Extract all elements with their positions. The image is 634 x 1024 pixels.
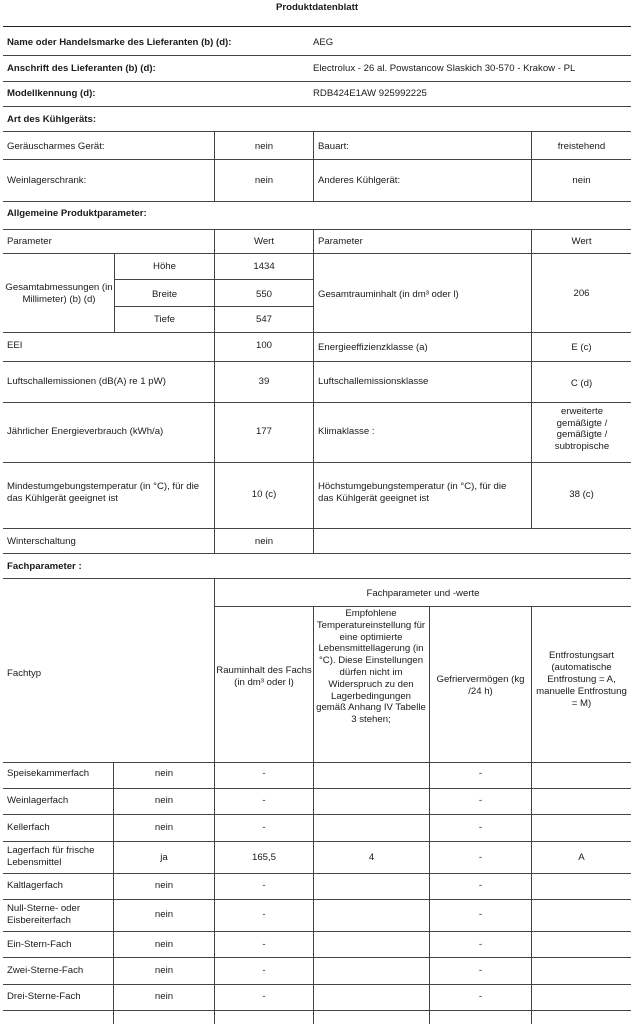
noise-emission-label: Luftschallemissionen (dB(A) re 1 pW) bbox=[7, 376, 166, 387]
annual-energy-value: 177 bbox=[255, 426, 272, 437]
other-appliance-value: nein bbox=[572, 175, 591, 186]
compartment-name: Kellerfach bbox=[7, 822, 50, 833]
divider bbox=[3, 55, 631, 56]
divider bbox=[531, 229, 532, 528]
divider bbox=[3, 814, 631, 815]
compartment-volume: - bbox=[262, 822, 266, 833]
compartment-volume: - bbox=[262, 768, 266, 779]
col-value: Wert bbox=[253, 236, 275, 247]
col-compartment-type: Fachtyp bbox=[7, 668, 42, 679]
divider bbox=[3, 957, 631, 958]
compartment-name: Ein-Stern-Fach bbox=[7, 939, 72, 950]
compartment-volume: - bbox=[262, 939, 266, 950]
divider bbox=[113, 762, 114, 1024]
compartment-present: nein bbox=[154, 795, 174, 806]
compartment-name: Drei-Sterne-Fach bbox=[7, 991, 81, 1002]
total-volume-value: 206 bbox=[573, 288, 590, 299]
eei-label: EEI bbox=[7, 340, 23, 351]
divider bbox=[531, 606, 532, 1024]
device-type-heading: Art des Kühlgeräts: bbox=[7, 114, 97, 125]
page-title: Produktdatenblatt bbox=[275, 2, 359, 13]
divider bbox=[3, 201, 631, 202]
divider bbox=[3, 253, 631, 254]
divider bbox=[3, 1010, 631, 1011]
compartment-present: nein bbox=[154, 822, 174, 833]
compartment-defrost: A bbox=[578, 852, 585, 863]
dim-width-value: 550 bbox=[255, 289, 272, 300]
max-temp-label: Höchstumgebungstemperatur (in °C), für die das Kühlgerät geeignet ist bbox=[318, 481, 507, 504]
compartment-volume: - bbox=[262, 880, 266, 891]
low-noise-label: Geräuscharmes Gerät: bbox=[7, 141, 105, 152]
noise-class-value: C (d) bbox=[570, 378, 593, 389]
noise-emission-value: 39 bbox=[258, 376, 270, 387]
min-temp-value: 10 (c) bbox=[251, 489, 277, 500]
col-parameter: Parameter bbox=[7, 236, 52, 247]
compartment-name: Kaltlagerfach bbox=[7, 880, 63, 891]
col-temperature: Empfohlene Temperatureinstellung für eine optimierte Lebensmittellagerung (in °C). Diese Einstellungen dürfen nicht im Widerspruch zu den Lagerbedingungen gemäß Anhang IV Tabelle 3 stehen; bbox=[316, 608, 426, 726]
divider bbox=[3, 984, 631, 985]
other-appliance-label: Anderes Kühlgerät: bbox=[318, 175, 401, 186]
energy-class-value: E (c) bbox=[571, 342, 592, 353]
compartment-freezing: - bbox=[478, 939, 483, 950]
max-temp-value: 38 (c) bbox=[569, 489, 594, 500]
climate-class-value: erweiterte gemäßigte / gemäßigte / subtropische bbox=[554, 406, 610, 452]
divider bbox=[214, 229, 215, 553]
compartment-freezing: - bbox=[478, 852, 483, 863]
dim-height-label: Höhe bbox=[153, 261, 176, 272]
compartment-present: nein bbox=[154, 909, 174, 920]
dim-depth-value: 547 bbox=[255, 314, 272, 325]
divider bbox=[3, 762, 631, 763]
compartment-name: Null-Sterne- oder Eisbereiterfach bbox=[7, 903, 81, 926]
compartment-present: nein bbox=[154, 991, 174, 1002]
dim-width-label: Breite bbox=[151, 289, 178, 300]
divider bbox=[3, 528, 631, 529]
divider bbox=[3, 106, 631, 107]
supplier-name-value: AEG bbox=[313, 37, 334, 48]
noise-class-label: Luftschallemissionsklasse bbox=[318, 376, 429, 387]
supplier-address-label: Anschrift des Lieferanten (b) (d): bbox=[7, 63, 156, 74]
compartment-volume: - bbox=[262, 965, 266, 976]
wine-cabinet-label: Weinlagerschrank: bbox=[7, 175, 87, 186]
compartment-freezing: - bbox=[478, 822, 483, 833]
annual-energy-label: Jährlicher Energieverbrauch (kWh/a) bbox=[7, 426, 164, 437]
divider bbox=[313, 131, 314, 201]
divider bbox=[3, 553, 631, 554]
compartment-name: Zwei-Sterne-Fach bbox=[7, 965, 84, 976]
divider bbox=[313, 606, 314, 1024]
energy-class-label: Energieeffizienzklasse (a) bbox=[318, 342, 428, 353]
divider bbox=[214, 578, 215, 1024]
compartment-volume: - bbox=[262, 795, 266, 806]
divider bbox=[3, 462, 631, 463]
divider bbox=[3, 332, 631, 333]
compartment-present: nein bbox=[154, 939, 174, 950]
general-heading: Allgemeine Produktparameter: bbox=[7, 208, 147, 219]
climate-class-label: Klimaklasse : bbox=[318, 426, 375, 437]
compartment-present: nein bbox=[154, 880, 174, 891]
divider bbox=[3, 931, 631, 932]
divider bbox=[3, 361, 631, 362]
col-freezing-capacity: Gefriervermögen (kg /24 h) bbox=[436, 674, 525, 697]
model-value: RDB424E1AW 925992225 bbox=[313, 88, 427, 99]
divider bbox=[3, 841, 631, 842]
dimensions-label: Gesamtabmessungen (in Millimeter) (b) (d) bbox=[5, 282, 113, 305]
col-compartment-volume: Rauminhalt des Fachs (in dm³ oder l) bbox=[216, 665, 312, 688]
divider bbox=[214, 131, 215, 201]
col-value-2: Wert bbox=[571, 236, 592, 247]
compartment-present: nein bbox=[154, 965, 174, 976]
compartment-freezing: - bbox=[478, 991, 483, 1002]
design-label: Bauart: bbox=[318, 141, 349, 152]
compartment-name: Lagerfach für frische Lebensmittel bbox=[7, 845, 95, 868]
divider bbox=[313, 229, 314, 553]
winter-switch-label: Winterschaltung bbox=[7, 536, 76, 547]
supplier-address-value: Electrolux - 26 al. Powstancow Slaskich 30-570 - Krakow - PL bbox=[313, 63, 576, 74]
divider bbox=[531, 131, 532, 201]
compartments-heading: Fachparameter : bbox=[7, 561, 82, 572]
divider bbox=[114, 253, 115, 332]
compartment-temp: 4 bbox=[368, 852, 375, 863]
compartments-group-header: Fachparameter und -werte bbox=[366, 588, 480, 599]
col-parameter-2: Parameter bbox=[318, 236, 363, 247]
compartment-volume: - bbox=[262, 991, 266, 1002]
dim-height-value: 1434 bbox=[253, 261, 275, 272]
compartment-freezing: - bbox=[478, 880, 483, 891]
compartment-name: Speisekammerfach bbox=[7, 768, 90, 779]
min-temp-label: Mindestumgebungstemperatur (in °C), für die das Kühlgerät geeignet ist bbox=[7, 481, 200, 504]
divider bbox=[429, 606, 430, 1024]
eei-value: 100 bbox=[255, 340, 272, 351]
divider bbox=[3, 159, 631, 160]
total-volume-label: Gesamtrauminhalt (in dm³ oder l) bbox=[318, 289, 459, 300]
low-noise-value: nein bbox=[254, 141, 274, 152]
compartment-present: ja bbox=[160, 852, 168, 863]
compartment-name: Weinlagerfach bbox=[7, 795, 69, 806]
model-label: Modellkennung (d): bbox=[7, 88, 96, 99]
compartment-freezing: - bbox=[478, 909, 483, 920]
divider bbox=[3, 788, 631, 789]
winter-switch-value: nein bbox=[254, 536, 274, 547]
divider bbox=[214, 606, 631, 607]
divider bbox=[3, 899, 631, 900]
dim-depth-label: Tiefe bbox=[154, 314, 175, 325]
divider bbox=[3, 26, 631, 27]
col-defrost-type: Entfrostungsart (automatische Entfrostung = A, manuelle Entfrostung = M) bbox=[536, 650, 627, 709]
compartment-freezing: - bbox=[478, 965, 483, 976]
supplier-name-label: Name oder Handelsmarke des Lieferanten (b) (d): bbox=[7, 37, 232, 48]
divider bbox=[3, 81, 631, 82]
divider bbox=[3, 873, 631, 874]
divider bbox=[3, 578, 631, 579]
compartment-volume: 165,5 bbox=[251, 852, 276, 863]
compartment-freezing: - bbox=[478, 795, 483, 806]
compartment-present: nein bbox=[154, 768, 174, 779]
divider bbox=[3, 131, 631, 132]
compartment-volume: - bbox=[262, 909, 266, 920]
divider bbox=[3, 402, 631, 403]
wine-cabinet-value: nein bbox=[254, 175, 274, 186]
divider bbox=[3, 229, 631, 230]
design-value: freistehend bbox=[557, 141, 606, 152]
compartment-freezing: - bbox=[478, 768, 483, 779]
